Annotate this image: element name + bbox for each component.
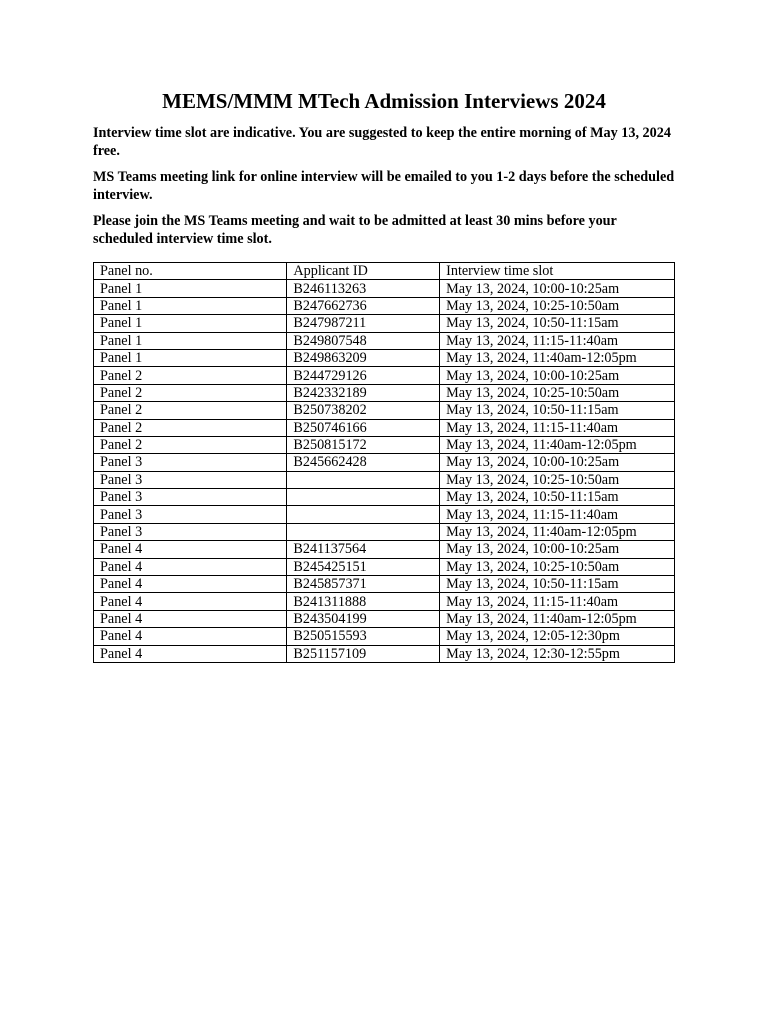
table-row [94, 315, 675, 332]
instructions [93, 124, 675, 256]
panel-cell: Panel 4 [94, 541, 287, 558]
applicant-id-cell: B247987211 [287, 315, 440, 332]
applicant-id-cell: B251157109 [287, 645, 440, 662]
applicant-id-cell: B247662736 [287, 297, 440, 314]
applicant-id-cell: B250738202 [287, 402, 440, 419]
header-applicant-id: Applicant ID [287, 263, 440, 280]
applicant-id-cell: B241137564 [287, 541, 440, 558]
panel-cell: Panel 1 [94, 332, 287, 349]
time-slot-cell: May 13, 2024, 11:15-11:40am [440, 419, 675, 436]
panel-cell: Panel 1 [94, 297, 287, 314]
interview-schedule-table [93, 262, 675, 663]
table-row [94, 558, 675, 575]
table-row [94, 280, 675, 297]
panel-cell: Panel 4 [94, 593, 287, 610]
time-slot-cell: May 13, 2024, 10:25-10:50am [440, 297, 675, 314]
page-title: MEMS/MMM MTech Admission Interviews 2024 [162, 89, 606, 113]
applicant-id-cell: B250815172 [287, 436, 440, 453]
applicant-id-cell: B241311888 [287, 593, 440, 610]
panel-cell: Panel 4 [94, 645, 287, 662]
note-join-early: Please join the MS Teams meeting and wait to be admitted at least 30 mins before your scheduled interview time slot. [93, 213, 617, 247]
panel-cell: Panel 3 [94, 454, 287, 471]
table-row [94, 384, 675, 401]
time-slot-cell: May 13, 2024, 10:25-10:50am [440, 471, 675, 488]
table-row [94, 541, 675, 558]
time-slot-cell: May 13, 2024, 10:50-11:15am [440, 489, 675, 506]
time-slot-cell: May 13, 2024, 11:15-11:40am [440, 593, 675, 610]
panel-cell: Panel 2 [94, 367, 287, 384]
table-row [94, 297, 675, 314]
panel-cell: Panel 4 [94, 558, 287, 575]
time-slot-cell: May 13, 2024, 12:05-12:30pm [440, 628, 675, 645]
time-slot-cell: May 13, 2024, 10:00-10:25am [440, 541, 675, 558]
applicant-id-cell [287, 471, 440, 488]
applicant-id-cell [287, 523, 440, 540]
panel-cell: Panel 1 [94, 349, 287, 366]
time-slot-cell: May 13, 2024, 10:50-11:15am [440, 576, 675, 593]
panel-cell: Panel 2 [94, 419, 287, 436]
applicant-id-cell: B246113263 [287, 280, 440, 297]
panel-cell: Panel 2 [94, 384, 287, 401]
applicant-id-cell: B250515593 [287, 628, 440, 645]
time-slot-cell: May 13, 2024, 11:40am-12:05pm [440, 610, 675, 627]
panel-cell: Panel 4 [94, 576, 287, 593]
applicant-id-cell: B249807548 [287, 332, 440, 349]
applicant-id-cell: B249863209 [287, 349, 440, 366]
applicant-id-cell: B245662428 [287, 454, 440, 471]
panel-cell: Panel 1 [94, 315, 287, 332]
table-row [94, 367, 675, 384]
time-slot-cell: May 13, 2024, 10:50-11:15am [440, 402, 675, 419]
header-panel-no: Panel no. [94, 263, 287, 280]
time-slot-cell: May 13, 2024, 10:00-10:25am [440, 454, 675, 471]
table-header-row [94, 263, 675, 280]
table-row [94, 593, 675, 610]
table-row [94, 402, 675, 419]
table-row [94, 349, 675, 366]
table-row [94, 471, 675, 488]
table-row [94, 419, 675, 436]
table-row [94, 332, 675, 349]
panel-cell: Panel 2 [94, 402, 287, 419]
time-slot-cell: May 13, 2024, 10:25-10:50am [440, 384, 675, 401]
note-meeting-link: MS Teams meeting link for online interview will be emailed to you 1-2 days before the scheduled interview. [93, 169, 675, 203]
time-slot-cell: May 13, 2024, 10:25-10:50am [440, 558, 675, 575]
time-slot-cell: May 13, 2024, 11:15-11:40am [440, 332, 675, 349]
panel-cell: Panel 2 [94, 436, 287, 453]
panel-cell: Panel 3 [94, 506, 287, 523]
panel-cell: Panel 3 [94, 523, 287, 540]
time-slot-cell: May 13, 2024, 11:15-11:40am [440, 506, 675, 523]
applicant-id-cell: B245857371 [287, 576, 440, 593]
applicant-id-cell: B250746166 [287, 419, 440, 436]
table-row [94, 506, 675, 523]
panel-cell: Panel 4 [94, 610, 287, 627]
header-interview-time-slot: Interview time slot [440, 263, 675, 280]
applicant-id-cell [287, 506, 440, 523]
panel-cell: Panel 1 [94, 280, 287, 297]
table-row [94, 628, 675, 645]
time-slot-cell: May 13, 2024, 10:00-10:25am [440, 367, 675, 384]
applicant-id-cell: B245425151 [287, 558, 440, 575]
note-time-slot: Interview time slot are indicative. You are suggested to keep the entire morning of May 13, 2024 free. [93, 125, 671, 159]
panel-cell: Panel 3 [94, 471, 287, 488]
table-row [94, 454, 675, 471]
applicant-id-cell: B243504199 [287, 610, 440, 627]
panel-cell: Panel 3 [94, 489, 287, 506]
table-row [94, 489, 675, 506]
time-slot-cell: May 13, 2024, 10:00-10:25am [440, 280, 675, 297]
applicant-id-cell: B244729126 [287, 367, 440, 384]
table-row [94, 436, 675, 453]
table-body [94, 280, 675, 663]
table-row [94, 610, 675, 627]
table-row [94, 523, 675, 540]
time-slot-cell: May 13, 2024, 11:40am-12:05pm [440, 523, 675, 540]
panel-cell: Panel 4 [94, 628, 287, 645]
applicant-id-cell: B242332189 [287, 384, 440, 401]
applicant-id-cell [287, 489, 440, 506]
table-row [94, 576, 675, 593]
time-slot-cell: May 13, 2024, 10:50-11:15am [440, 315, 675, 332]
time-slot-cell: May 13, 2024, 12:30-12:55pm [440, 645, 675, 662]
table-row [94, 645, 675, 662]
time-slot-cell: May 13, 2024, 11:40am-12:05pm [440, 436, 675, 453]
time-slot-cell: May 13, 2024, 11:40am-12:05pm [440, 349, 675, 366]
